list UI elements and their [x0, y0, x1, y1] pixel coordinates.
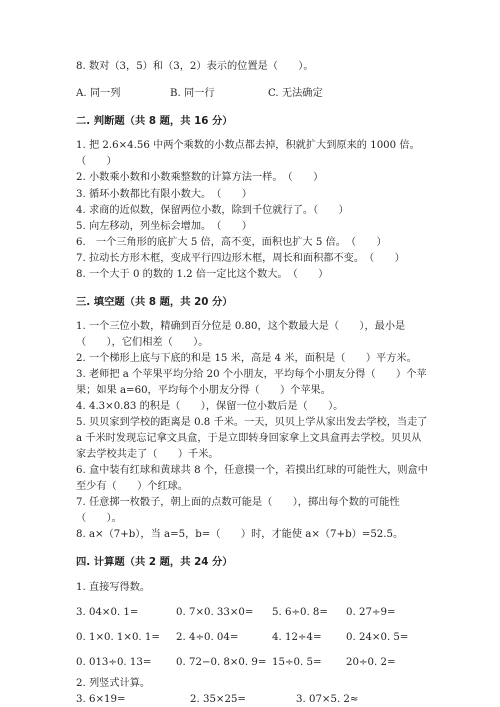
- subquestion-vertical-calc: 2. 列竖式计算。: [76, 678, 151, 689]
- fill-blank-line: 5. 贝贝家到学校的距离是 0.8 千米。一天，贝贝上学从家出发去学校，当走了: [76, 417, 428, 428]
- fill-blank-line: （ ）。: [76, 513, 122, 524]
- fill-blank-line: 6. 盒中装有红球和黄球共 8 个，任意摸一个，若摸出红球的可能性大，则盒中: [76, 465, 428, 476]
- fill-blank-line: 4. 4.3×0.83 的积是（ ），保留一位小数后是（ ）。: [76, 401, 344, 412]
- judgment-line: 2. 小数乘小数和小数乘整数的计算方法一样。 （ ）: [76, 172, 324, 183]
- judgment-line: 1. 把 2.6×4.56 中两个乘数的小数点都去掉，积就扩大到原来的 1000 倍。: [76, 140, 420, 151]
- calc-item: 0. 1×0. 1×0. 1=: [76, 632, 160, 643]
- calc-item: 0. 27÷9=: [346, 607, 396, 618]
- judgment-line: 5. 向左移动，列坐标会增加。 （ ）: [76, 221, 252, 232]
- choice-option-c: C. 无法确定: [268, 88, 323, 99]
- choice-option-b: B. 同一行: [170, 88, 215, 99]
- fill-blank-line: 至少有（ ）个红球。: [76, 481, 189, 492]
- fill-blank-line: 3. 老师把 a 个苹果平均分给 20 个小朋友，平均每个小朋友分得（ ）个苹: [76, 369, 427, 380]
- calc-item: 4. 12÷4=: [272, 632, 322, 643]
- fill-blank-line: 8. a×（7+b），当 a=5，b=（ ）时，才能使 a×（7+b）=52.5。: [76, 529, 404, 540]
- judgment-line: 4. 求商的近似数，保留两位小数，除到千位就行了。（ ）: [76, 205, 349, 216]
- section-heading-judgment: 二. 判断题（共 8 题，共 16 分）: [76, 115, 233, 127]
- choice-question-8: 8. 数对（3，5）和（3，2）表示的位置是（ ）。: [76, 61, 314, 72]
- fill-blank-line: 家去学校共走了（ ）千米。: [76, 449, 219, 460]
- judgment-line: 8. 一个大于 0 的数的 1.2 倍一定比这个数大。 （ ）: [76, 269, 329, 280]
- fill-blank-line: 1. 一个三位小数，精确到百分位是 0.80，这个数最大是（ ），最小是: [76, 321, 406, 332]
- calc-item: 0. 24×0. 5=: [346, 632, 409, 643]
- vertical-calc-item: 3. 07×5. 2≈: [296, 694, 359, 705]
- section-heading-fill-blank: 三. 填空题（共 8 题，共 20 分）: [76, 296, 233, 308]
- calc-item: 15÷0. 5=: [272, 657, 322, 668]
- vertical-calc-item: 3. 6×19=: [76, 694, 126, 705]
- subquestion-direct-answer: 1. 直接写得数。: [76, 582, 151, 593]
- fill-blank-line: （ ），它们相差（ ）。: [76, 337, 209, 348]
- calc-item: 0. 7×0. 33×0=: [176, 607, 254, 618]
- judgment-line: 6. 一个三角形的底扩大 5 倍，高不变，面积也扩大 5 倍。 （ ）: [76, 237, 387, 248]
- vertical-calc-item: 2. 35×25=: [190, 694, 246, 705]
- judgment-line: （ ）: [76, 156, 117, 167]
- calc-item: 3. 04×0. 1=: [76, 607, 139, 618]
- section-heading-calculation: 四. 计算题（共 2 题，共 24 分）: [76, 556, 233, 568]
- calc-item: 2. 4÷0. 04=: [176, 632, 239, 643]
- fill-blank-line: 果；如果 a=60，平均每个小朋友分得（ ）个苹果。: [76, 385, 331, 396]
- fill-blank-line: 2. 一个梯形上底与下底的和是 15 米，高是 4 米，面积是（ ）平方米。: [76, 353, 417, 364]
- judgment-line: 7. 拉动长方形木框，变成平行四边形木框，周长和面积都不变。 （ ）: [76, 253, 405, 264]
- calc-item: 5. 6÷0. 8=: [272, 607, 328, 618]
- fill-blank-line: 7. 任意掷一枚骰子，朝上面的点数可能是（ ），掷出每个数的可能性: [76, 497, 400, 508]
- judgment-line: 3. 循环小数都比有限小数大。 （ ）: [76, 189, 252, 200]
- calc-item: 0. 72−0. 8×0. 9=: [176, 657, 267, 668]
- calc-item: 0. 013÷0. 13=: [76, 657, 152, 668]
- calc-item: 20÷0. 2=: [346, 657, 396, 668]
- fill-blank-line: a 千米时发现忘记拿文具盒，于是立即转身回家拿上文具盒再去学校。贝贝从: [76, 433, 422, 444]
- choice-option-a: A. 同一列: [76, 88, 121, 99]
